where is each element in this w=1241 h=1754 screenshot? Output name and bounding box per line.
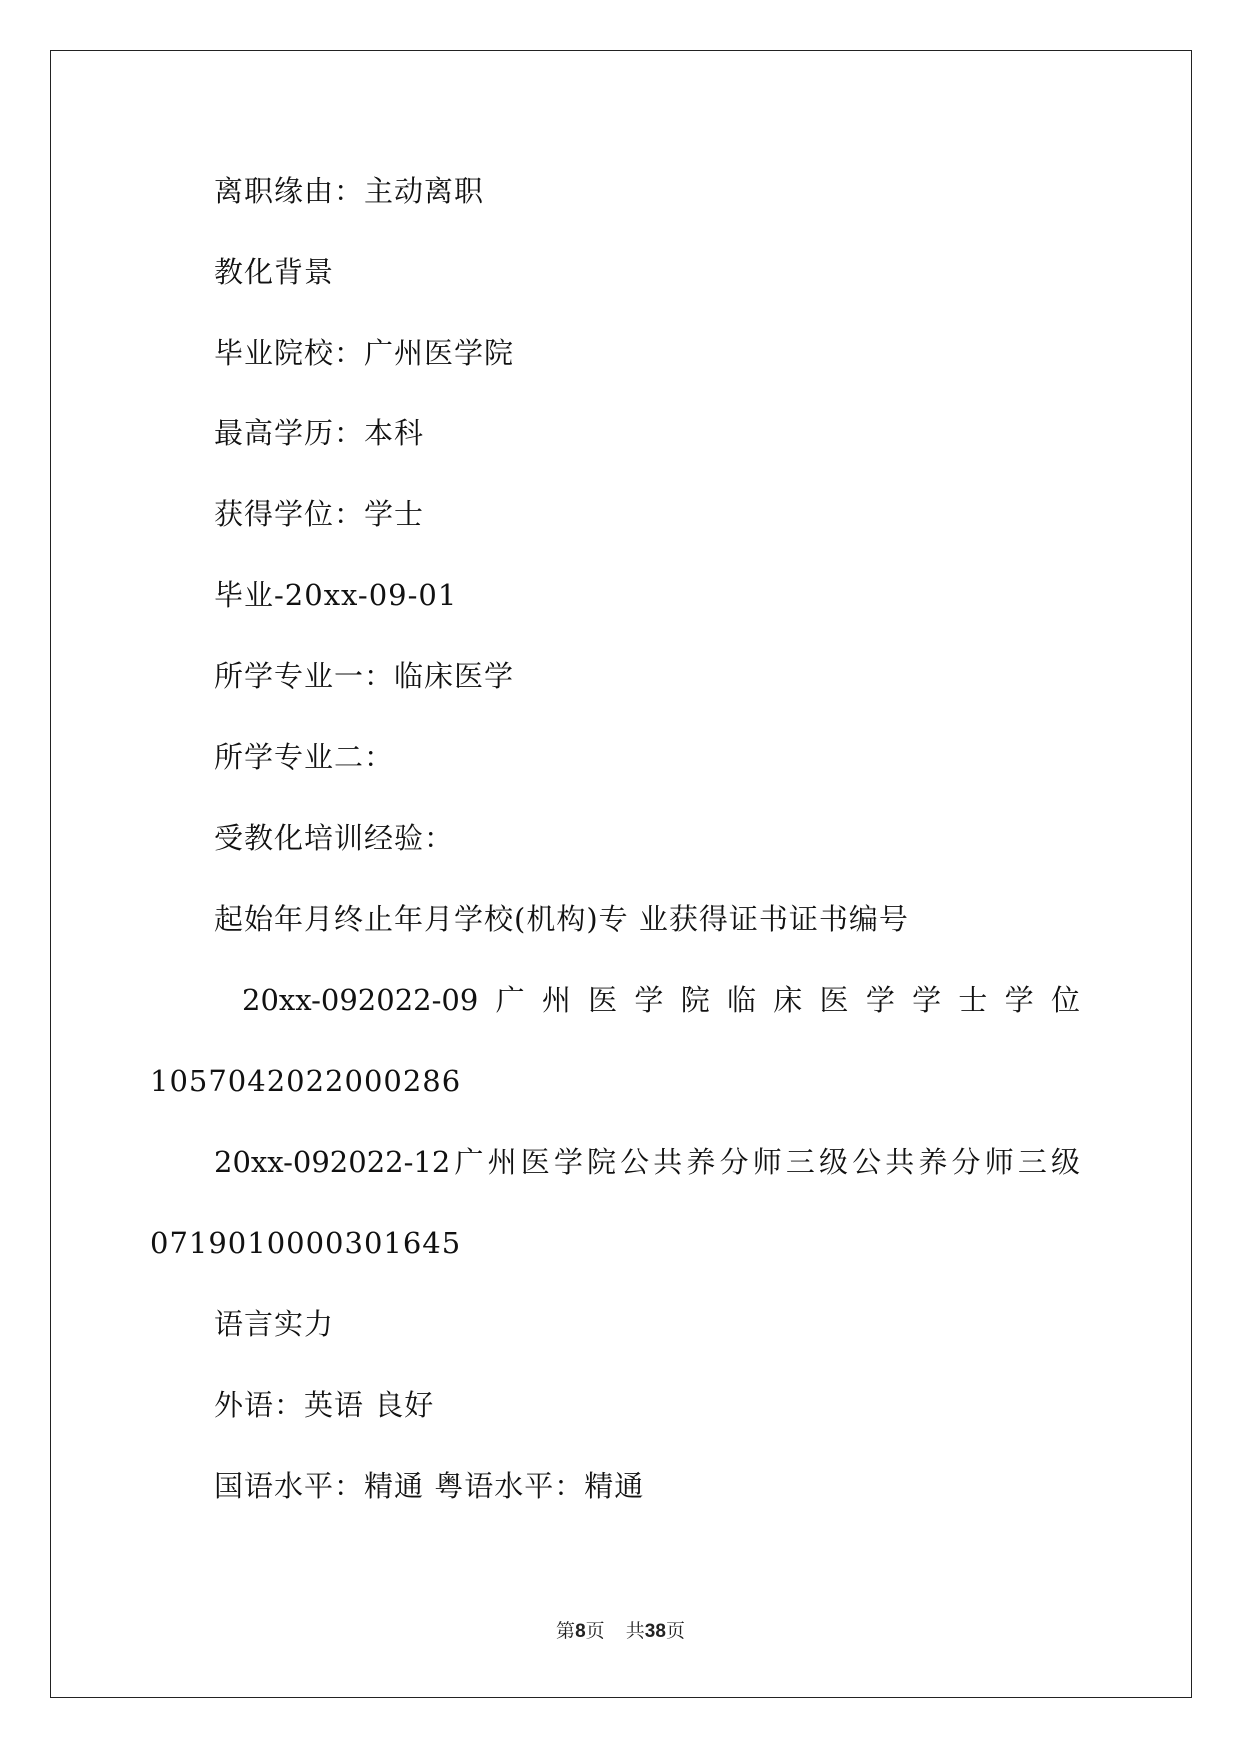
training-row-2-token: 三 — [1017, 1145, 1047, 1179]
training-row-1-token: 位 — [1050, 983, 1080, 1017]
training-row-2-token: 师 — [752, 1145, 782, 1179]
training-row-2-token: 养 — [686, 1145, 716, 1179]
training-row-2-token: 学 — [553, 1145, 583, 1179]
training-row-1-token: 20xx-092022-09 — [242, 983, 479, 1017]
graduated-school: 毕业院校：广州医学院 — [214, 336, 515, 370]
training-row-1-cert-number: 1057042022000286 — [150, 1064, 462, 1098]
training-row-2-token: 三 — [785, 1145, 815, 1179]
training-row-1-token: 广 — [495, 983, 525, 1017]
page-border — [50, 50, 1192, 1698]
training-row-2-cert-number: 0719010000301645 — [150, 1226, 462, 1260]
training-row-2-token: 师 — [984, 1145, 1014, 1179]
training-row-2 — [214, 1142, 1080, 1182]
major-two: 所学专业二： — [214, 740, 395, 774]
graduation-date: 毕业-20xx-09-01 — [214, 578, 458, 612]
training-row-1-token: 士 — [958, 983, 988, 1017]
training-row-1-token: 临 — [726, 983, 756, 1017]
training-row-1-token: 州 — [541, 983, 571, 1017]
training-row-1 — [242, 980, 1080, 1020]
footer-prefix: 第 — [556, 1621, 576, 1642]
training-row-2-token: 级 — [1050, 1145, 1080, 1179]
training-row-1-token: 院 — [680, 983, 710, 1017]
training-row-1-token: 学 — [634, 983, 664, 1017]
training-row-2-token: 院 — [587, 1145, 617, 1179]
training-row-2-token: 医 — [520, 1145, 550, 1179]
training-row-2-token: 公 — [620, 1145, 650, 1179]
training-row-2-token: 级 — [818, 1145, 848, 1179]
academic-degree: 获得学位：学士 — [214, 497, 425, 531]
training-row-1-token: 学 — [865, 983, 895, 1017]
training-row-1-token: 学 — [1004, 983, 1034, 1017]
training-row-2-token: 分 — [951, 1145, 981, 1179]
training-row-2-token: 共 — [885, 1145, 915, 1179]
footer-total-prefix: 共 — [625, 1621, 645, 1642]
foreign-language: 外语：英语 良好 — [214, 1388, 435, 1422]
training-row-2-token: 广 — [454, 1145, 484, 1179]
training-row-1-token: 医 — [819, 983, 849, 1017]
training-row-1-token: 床 — [773, 983, 803, 1017]
mandarin-cantonese-level: 国语水平：精通 粤语水平：精通 — [214, 1469, 645, 1503]
footer-total-suffix: 页 — [665, 1621, 685, 1642]
training-row-2-token: 20xx-092022-12 — [214, 1145, 451, 1179]
education-heading: 教化背景 — [214, 255, 335, 289]
training-heading: 受教化培训经验： — [214, 821, 455, 855]
footer-page-suffix: 页 — [585, 1621, 605, 1642]
training-row-2-token: 共 — [653, 1145, 683, 1179]
footer-total-pages: 38 — [644, 1621, 666, 1642]
language-heading: 语言实力 — [214, 1307, 335, 1341]
training-row-1-token: 学 — [912, 983, 942, 1017]
training-row-2-token: 州 — [487, 1145, 517, 1179]
training-row-2-token: 分 — [719, 1145, 749, 1179]
resignation-reason: 离职缘由：主动离职 — [214, 174, 485, 208]
training-row-2-token: 公 — [852, 1145, 882, 1179]
training-table-header: 起始年月终止年月学校(机构)专 业获得证书证书编号 — [214, 902, 909, 936]
major-one: 所学专业一：临床医学 — [214, 659, 515, 693]
training-row-1-token: 医 — [588, 983, 618, 1017]
training-row-2-token: 养 — [918, 1145, 948, 1179]
highest-degree: 最高学历：本科 — [214, 416, 425, 450]
page-footer — [0, 1620, 1241, 1644]
footer-page-number: 8 — [575, 1621, 586, 1642]
